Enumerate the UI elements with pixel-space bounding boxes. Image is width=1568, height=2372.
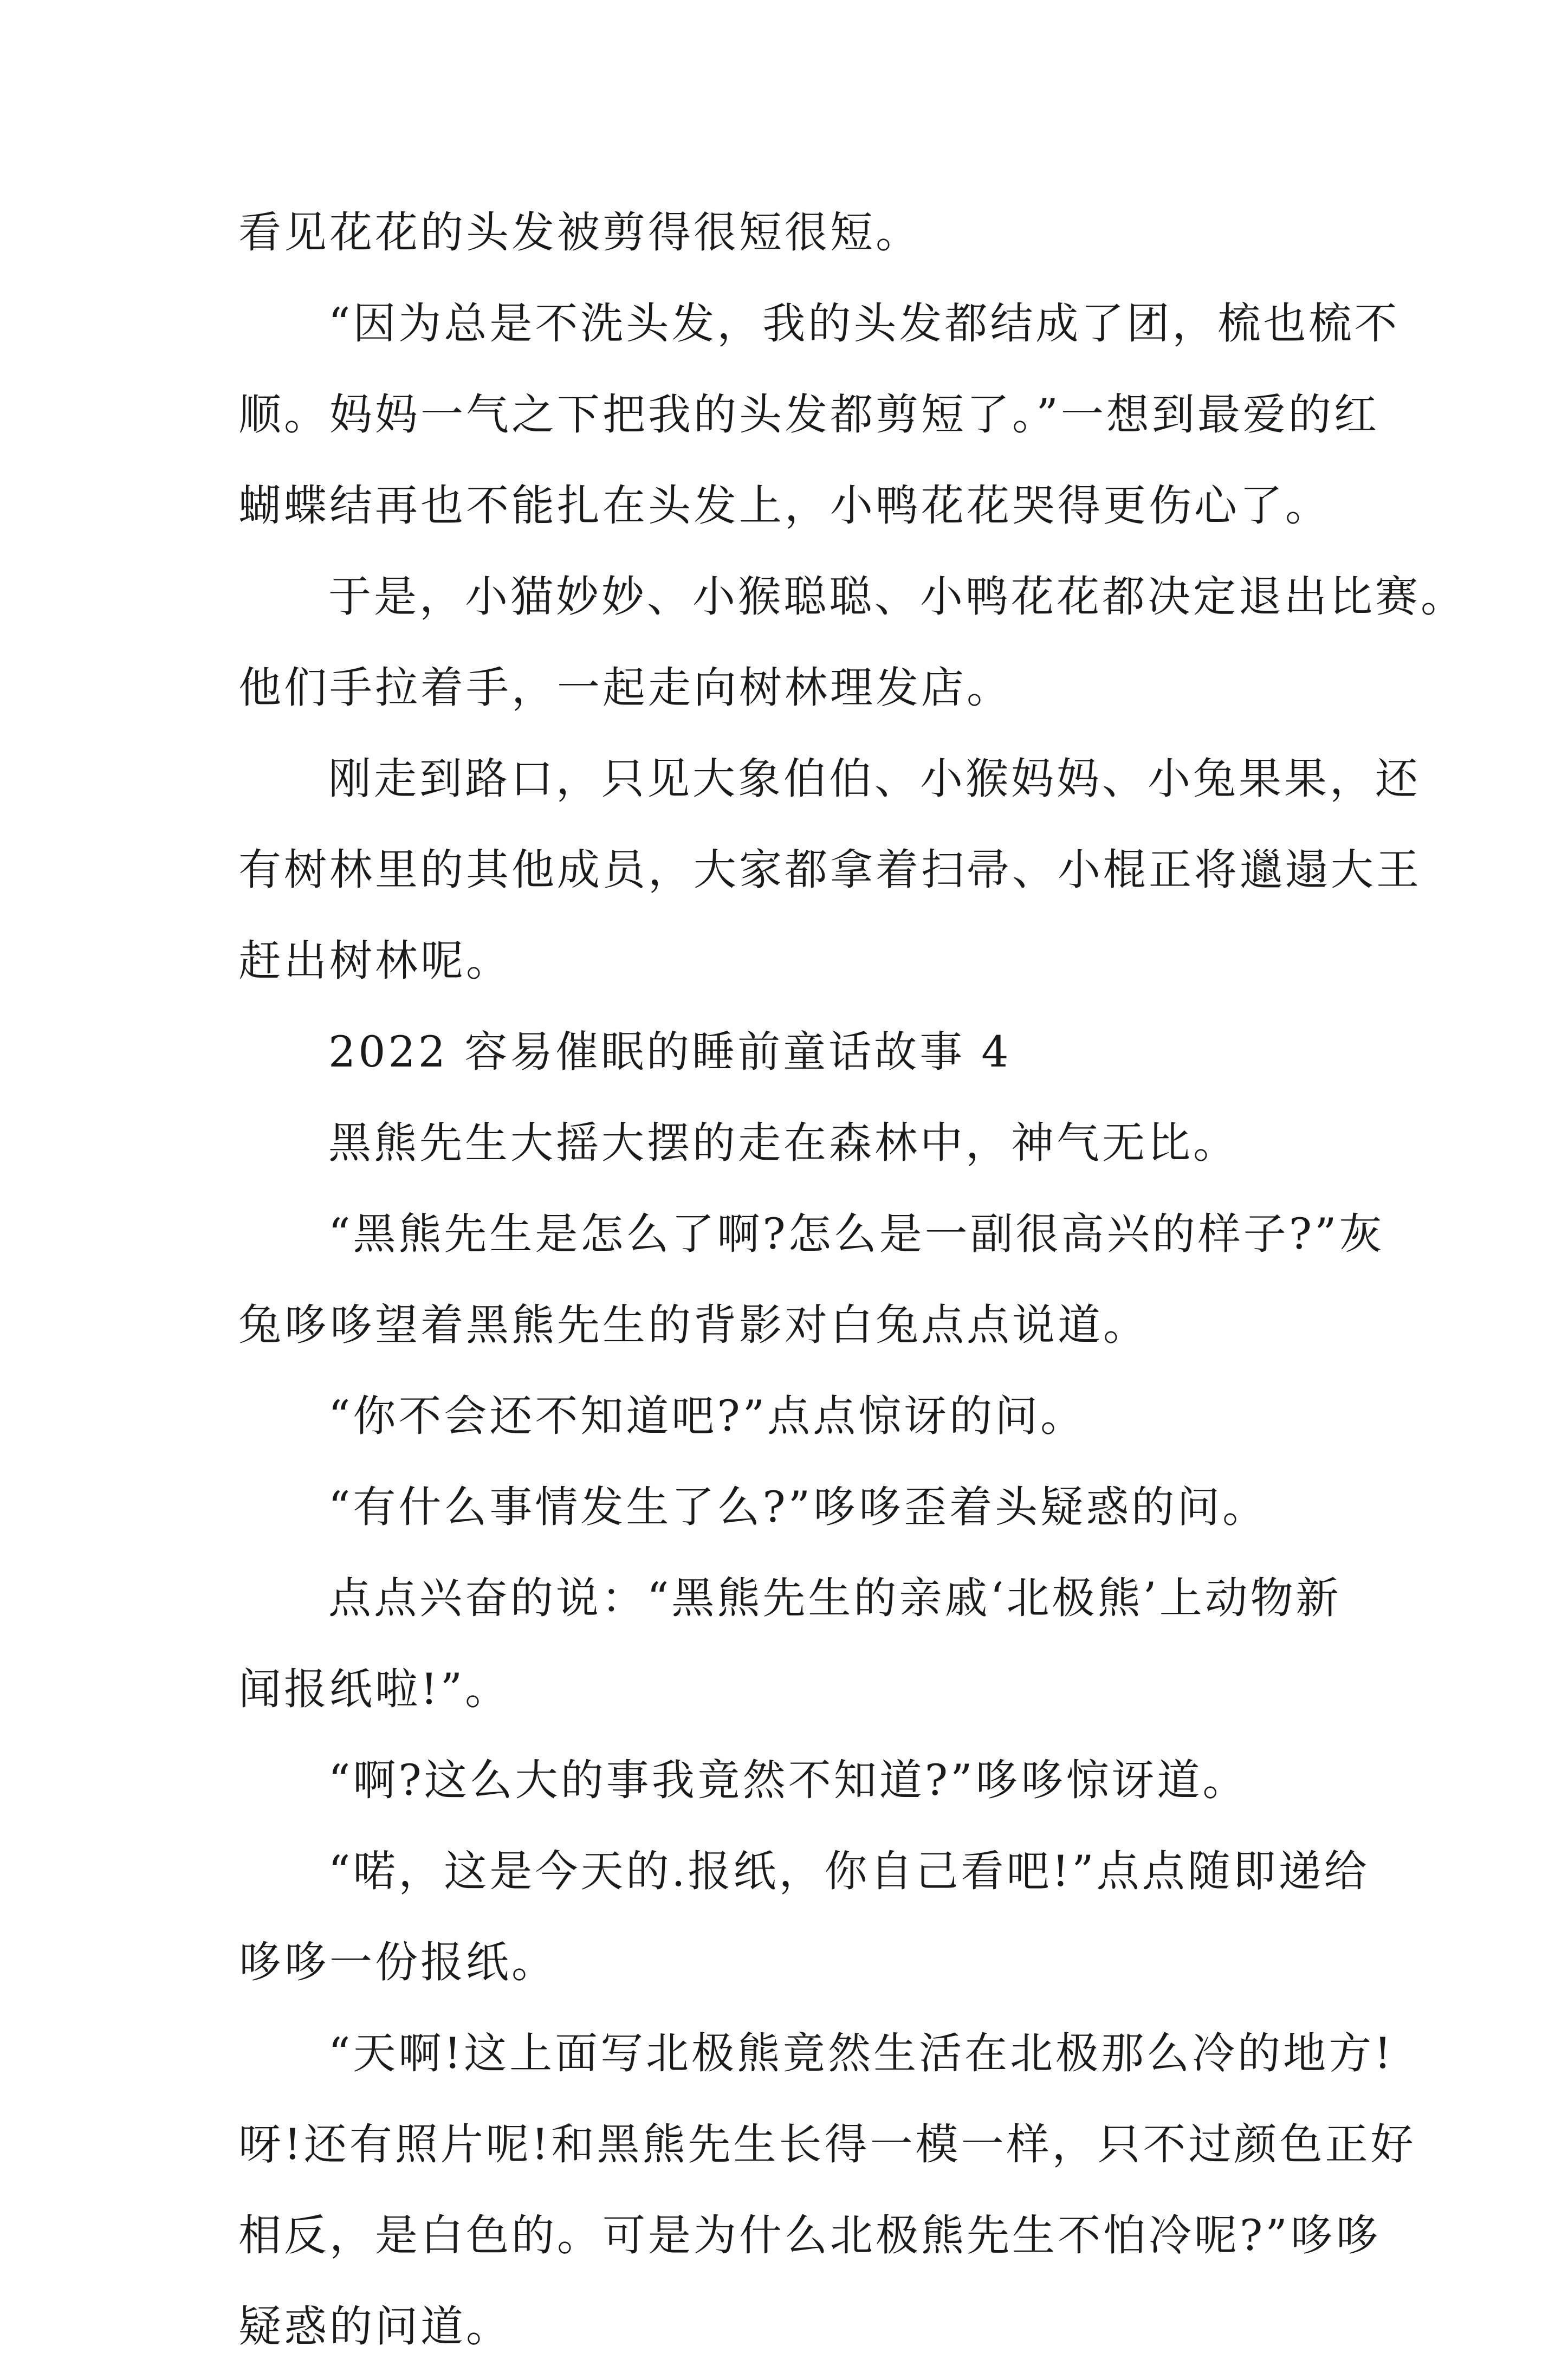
text-line: 有树林里的其他成员，大家都拿着扫帚、小棍正将邋遢大王 [238, 845, 1422, 895]
text-line: 看见花花的头发被剪得很短很短。 [238, 208, 921, 257]
text-line: “有什么事情发生了么?”哆哆歪着头疑惑的问。 [328, 1482, 1268, 1532]
text-line: 点点兴奋的说：“黑熊先生的亲戚‘北极熊’上动物新 [328, 1573, 1342, 1623]
text-line: “喏，这是今天的.报纸，你自己看吧!”点点随即递给 [328, 1846, 1370, 1896]
text-line: “黑熊先生是怎么了啊?怎么是一副很高兴的样子?”灰 [328, 1209, 1385, 1259]
text-line: 顺。妈妈一气之下把我的头发都剪短了。”一想到最爱的红 [238, 390, 1379, 440]
text-line: “天啊!这上面写北极熊竟然生活在北极那么冷的地方! [328, 2028, 1394, 2078]
text-line: 呀!还有照片呢!和黑熊先生长得一模一样，只不过颜色正好 [238, 2119, 1416, 2169]
text-line: 黑熊先生大摇大摆的走在森林中，神气无比。 [328, 1118, 1239, 1168]
text-line: 闻报纸啦!”。 [238, 1664, 511, 1714]
text-line: “啊?这么大的事我竟然不知道?”哆哆惊讶道。 [328, 1755, 1248, 1805]
text-line: 刚走到路口，只见大象伯伯、小猴妈妈、小兔果果，还 [328, 754, 1421, 804]
text-line: 相反，是白色的。可是为什么北极熊先生不怕冷呢?”哆哆 [238, 2211, 1381, 2260]
text-line: 疑惑的问道。 [238, 2302, 511, 2351]
document-body [238, 187, 1466, 2372]
text-line: 哆哆一份报纸。 [238, 1937, 557, 1987]
text-line: 蝴蝶结再也不能扎在头发上，小鸭花花哭得更伤心了。 [238, 481, 1331, 531]
text-line: 于是，小猫妙妙、小猴聪聪、小鸭花花都决定退出比赛。 [328, 572, 1466, 622]
text-line: “你不会还不知道吧?”点点惊讶的问。 [328, 1391, 1086, 1441]
text-line: 他们手拉着手，一起走向树林理发店。 [238, 663, 1012, 713]
text-line: 2022 容易催眠的睡前童话故事 4 [328, 1027, 1012, 1077]
text-line: 兔哆哆望着黑熊先生的背影对白兔点点说道。 [238, 1300, 1149, 1350]
text-line: 赶出树林呢。 [238, 936, 511, 986]
text-line: “因为总是不洗头发，我的头发都结成了团，梳也梳不 [328, 299, 1400, 348]
